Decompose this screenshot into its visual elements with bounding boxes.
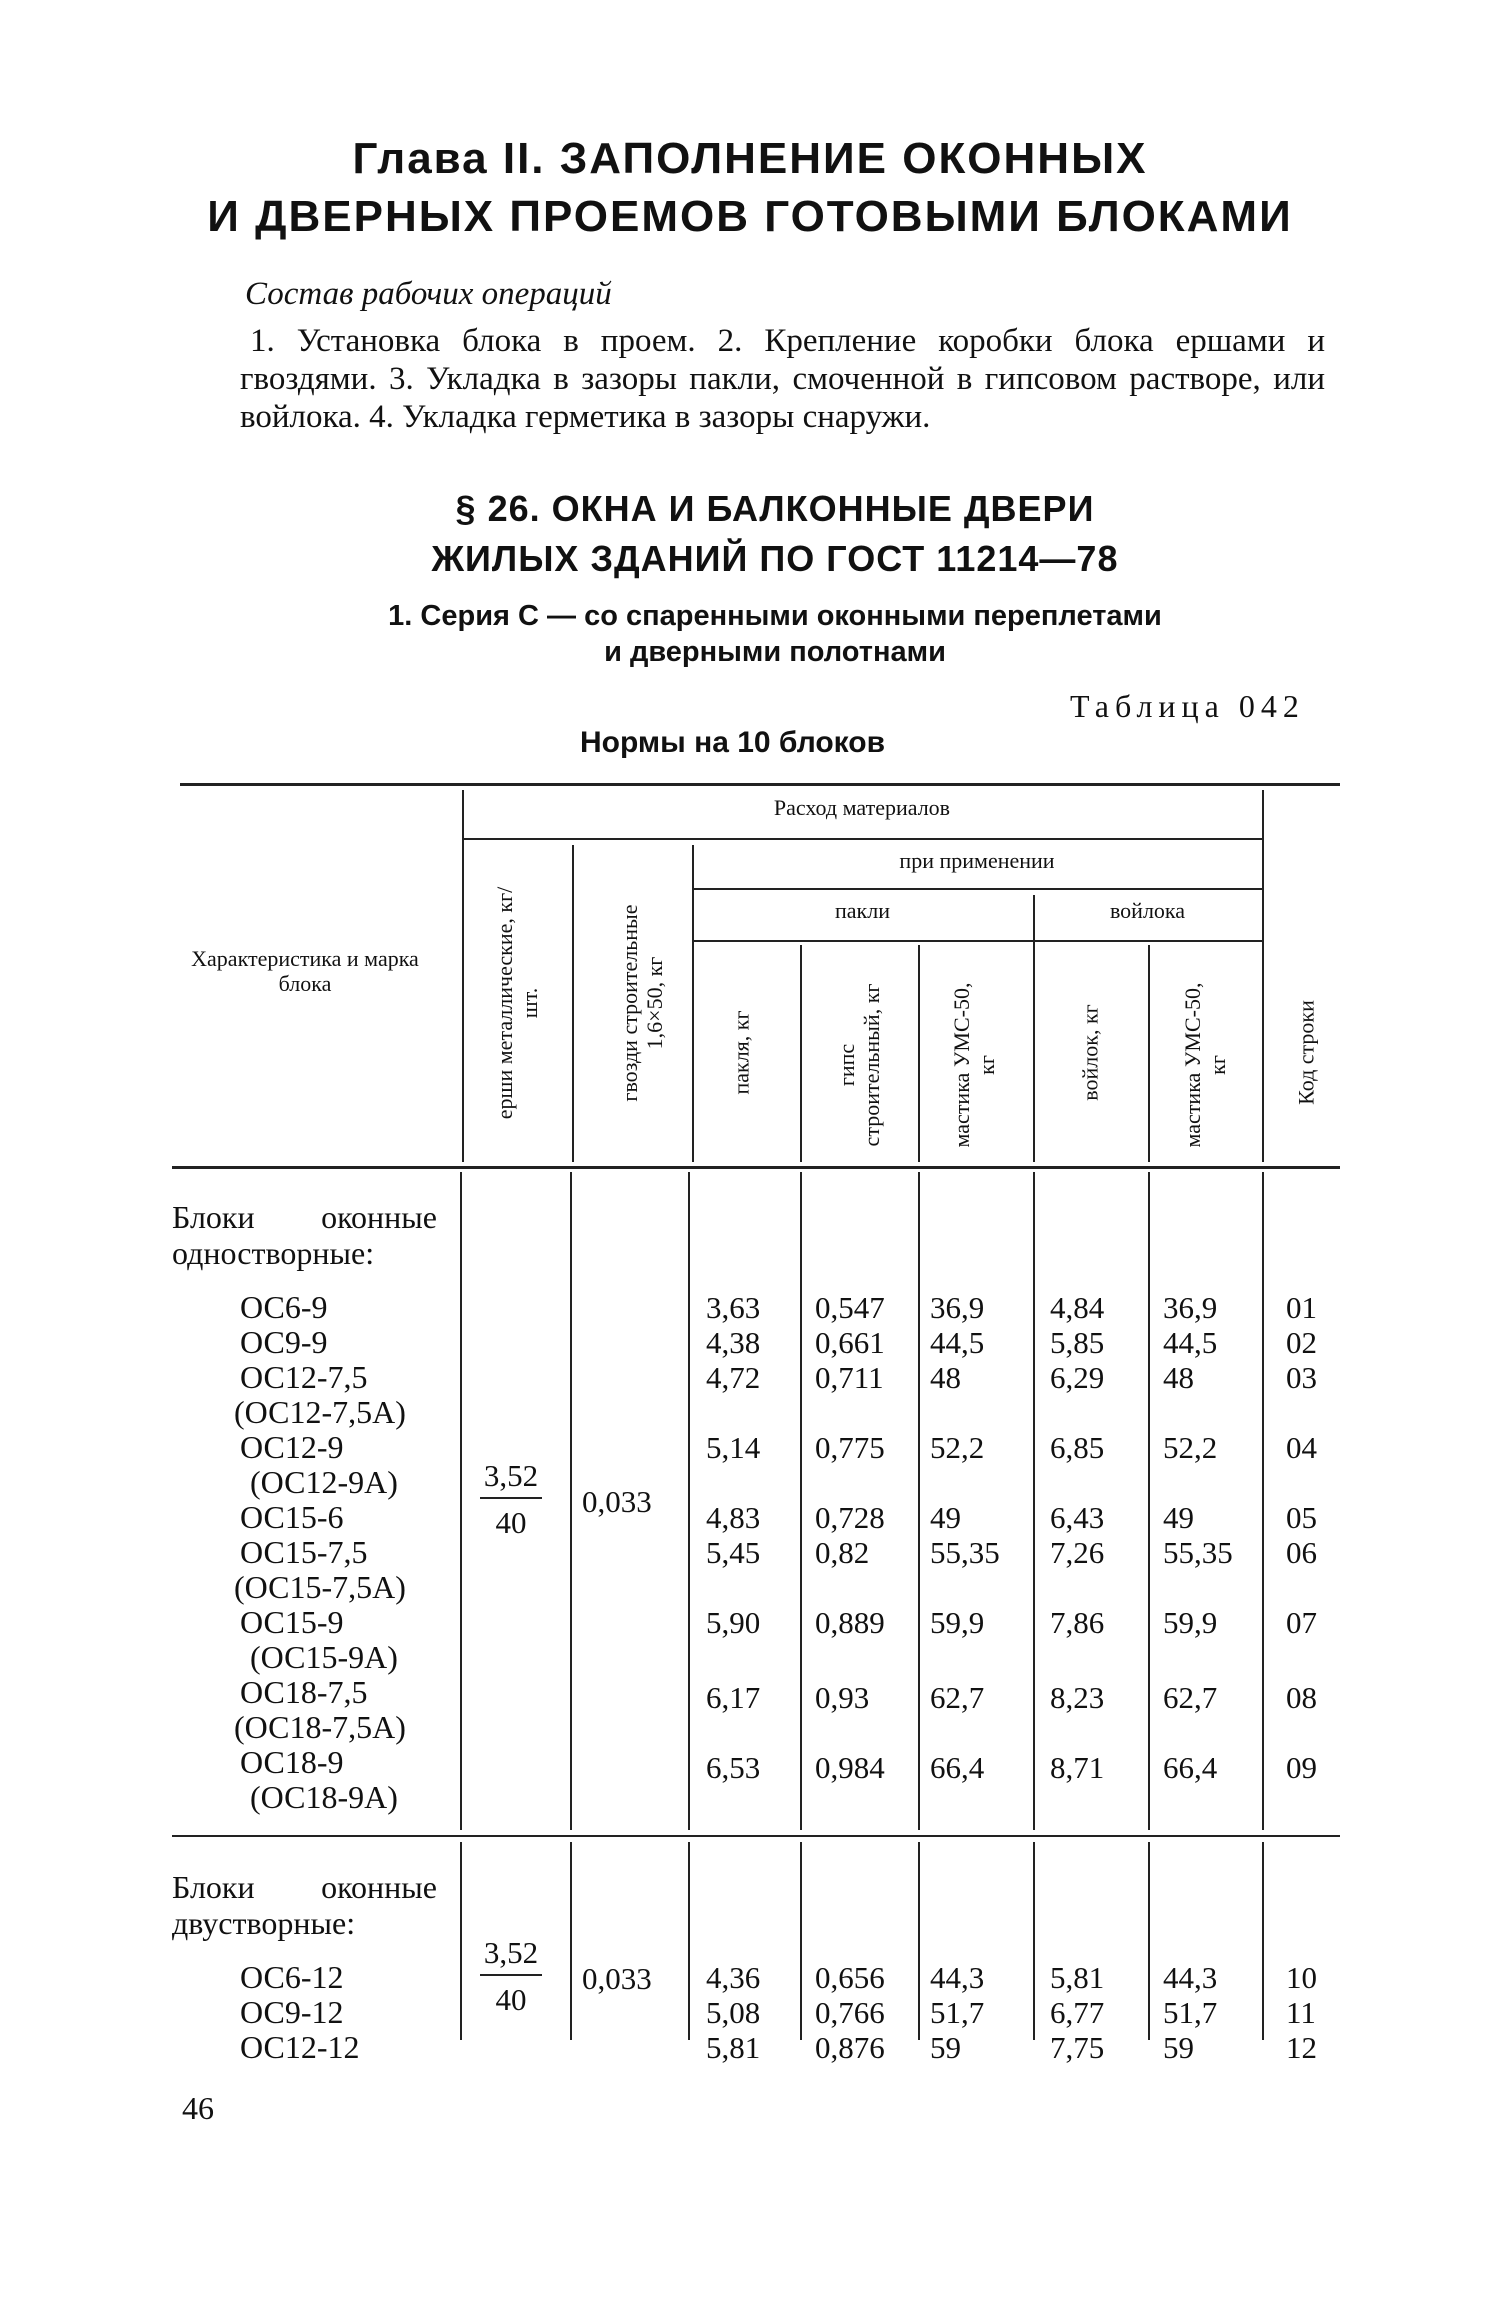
header-col-rule xyxy=(1033,895,1035,1162)
series-title-line2: и дверными полотнами xyxy=(604,636,946,668)
groups-rule xyxy=(692,940,1262,942)
group1-cell-code: 01 xyxy=(1286,1290,1317,1325)
group1-block-mark: ОС15-6 xyxy=(240,1499,344,1535)
group2-cell-mastic-voilok: 44,3 xyxy=(1163,1960,1218,1995)
group1-block-mark: ОС15-9 xyxy=(240,1604,344,1640)
group1-cell-mastic-pakli: 66,4 xyxy=(930,1750,985,1785)
group1-cell-pakli-kg: 4,38 xyxy=(706,1325,761,1360)
group1-cell-code: 08 xyxy=(1286,1680,1317,1715)
group2-title-line1: Блоки оконные xyxy=(172,1869,437,1905)
body-col-rule xyxy=(688,1842,690,2040)
group2-cell-code: 11 xyxy=(1286,1995,1316,2030)
page-number: 46 xyxy=(182,2090,214,2126)
norms-caption: Нормы на 10 блоков xyxy=(580,726,886,759)
group2-cell-mastic-voilok: 51,7 xyxy=(1163,1995,1218,2030)
group1-block-mark: ОС15-7,5 xyxy=(240,1534,368,1570)
group2-title-line2: двустворные: xyxy=(172,1905,356,1941)
header-nails: гвозди строительные 1,6×50, кг xyxy=(617,904,667,1102)
group1-cell-voilok-kg: 6,85 xyxy=(1050,1430,1105,1465)
body-col-rule xyxy=(1148,1842,1150,2040)
body-col-rule xyxy=(1262,1842,1264,2040)
group1-cell-code: 02 xyxy=(1286,1325,1317,1360)
operations-heading: Состав рабочих операций xyxy=(245,276,612,312)
group1-cell-gips: 0,775 xyxy=(815,1430,885,1465)
chapter-title-line2: И ДВЕРНЫХ ПРОЕМОВ ГОТОВЫМИ БЛОКАМИ xyxy=(207,192,1293,241)
group1-cell-code: 03 xyxy=(1286,1360,1317,1395)
group2-block-mark: ОС12-12 xyxy=(240,2029,360,2065)
header-gips: гипс строительный, кг xyxy=(834,983,884,1147)
header-materials: Расход материалов xyxy=(773,795,951,820)
group1-block-mark: ОС6-9 xyxy=(240,1289,328,1325)
group1-block-mark: ОС18-7,5 xyxy=(240,1674,368,1710)
header-characteristic: Характеристика и марка блока xyxy=(191,946,419,996)
group1-cell-pakli-kg: 5,90 xyxy=(706,1605,761,1640)
series-title xyxy=(250,598,1300,670)
group1-block-mark: (ОС18-9А) xyxy=(250,1779,398,1815)
body-col-rule xyxy=(800,1172,802,1830)
section-title-line1: § 26. ОКНА И БАЛКОННЫЕ ДВЕРИ xyxy=(455,488,1095,529)
group2-cell-code: 10 xyxy=(1286,1960,1317,1995)
group1-cell-mastic-pakli: 49 xyxy=(930,1500,961,1535)
group1-cell-mastic-voilok: 49 xyxy=(1163,1500,1194,1535)
group-separator-rule xyxy=(172,1835,1340,1837)
group2-block-mark: ОС9-12 xyxy=(240,1994,344,2030)
group1-title-line1: Блоки оконные xyxy=(172,1199,437,1235)
group1-cell-mastic-pakli: 48 xyxy=(930,1360,961,1395)
group1-cell-voilok-kg: 7,26 xyxy=(1050,1535,1105,1570)
header-code: Код строки xyxy=(1293,1000,1319,1105)
group1-cell-mastic-voilok: 59,9 xyxy=(1163,1605,1218,1640)
fraction-bar xyxy=(480,1974,542,1976)
group2-cell-gips: 0,766 xyxy=(815,1995,885,2030)
body-col-rule xyxy=(1033,1842,1035,2040)
body-col-rule xyxy=(460,1842,462,2040)
group1-cell-gips: 0,661 xyxy=(815,1325,885,1360)
chapter-title xyxy=(150,130,1350,246)
header-col-rule xyxy=(1262,790,1264,1162)
header-mastic1: мастика УМС-50, кг xyxy=(949,982,999,1148)
group1-cell-gips: 0,93 xyxy=(815,1680,870,1715)
header-bottom-rule xyxy=(172,1166,1340,1169)
materials-rule xyxy=(462,838,1262,840)
header-col-rule xyxy=(800,945,802,1162)
body-col-rule xyxy=(1262,1172,1264,1830)
group1-cell-gips: 0,711 xyxy=(815,1360,884,1395)
group2-cell-code: 12 xyxy=(1286,2030,1317,2065)
body-col-rule xyxy=(918,1172,920,1830)
group1-cell-pakli-kg: 3,63 xyxy=(706,1290,761,1325)
group1-cell-pakli-kg: 5,14 xyxy=(706,1430,761,1465)
group1-cell-mastic-voilok: 62,7 xyxy=(1163,1680,1218,1715)
header-col-rule xyxy=(918,945,920,1162)
group1-block-mark: (ОС18-7,5А) xyxy=(234,1709,406,1745)
header-ershi: ерши металлические, кг/шт. xyxy=(492,886,542,1120)
group1-cell-code: 09 xyxy=(1286,1750,1317,1785)
group1-cell-pakli-kg: 4,83 xyxy=(706,1500,761,1535)
header-voilok-kg: войлок, кг xyxy=(1077,1004,1103,1101)
group1-block-mark: ОС18-9 xyxy=(240,1744,344,1780)
header-mastic2: мастика УМС-50, кг xyxy=(1180,982,1230,1148)
group1-block-mark: ОС9-9 xyxy=(240,1324,328,1360)
group1-cell-mastic-pakli: 55,35 xyxy=(930,1535,1000,1570)
group1-cell-gips: 0,82 xyxy=(815,1535,870,1570)
group2-cell-voilok-kg: 6,77 xyxy=(1050,1995,1105,2030)
body-col-rule xyxy=(570,1842,572,2040)
group1-block-mark: ОС12-7,5 xyxy=(240,1359,368,1395)
header-pakli-group: пакли xyxy=(835,898,890,923)
group1-cell-mastic-voilok: 52,2 xyxy=(1163,1430,1218,1465)
body-col-rule xyxy=(1033,1172,1035,1830)
group1-cell-mastic-pakli: 44,5 xyxy=(930,1325,985,1360)
group2-block-mark: ОС6-12 xyxy=(240,1959,344,1995)
group2-cell-mastic-pakli: 44,3 xyxy=(930,1960,985,1995)
group2-cell-pakli-kg: 4,36 xyxy=(706,1960,761,1995)
group1-cell-mastic-pakli: 52,2 xyxy=(930,1430,985,1465)
group1-title-line2: одностворные: xyxy=(172,1235,375,1271)
group1-cell-mastic-voilok: 55,35 xyxy=(1163,1535,1233,1570)
applying-rule xyxy=(692,888,1262,890)
group1-cell-mastic-pakli: 36,9 xyxy=(930,1290,985,1325)
group1-cell-gips: 0,728 xyxy=(815,1500,885,1535)
group1-ershi-fraction xyxy=(476,1458,546,1540)
group2-cell-voilok-kg: 5,81 xyxy=(1050,1960,1105,1995)
header-col-rule xyxy=(572,845,574,1162)
group1-cell-voilok-kg: 6,29 xyxy=(1050,1360,1105,1395)
group1-block-mark: (ОС15-9А) xyxy=(250,1639,398,1675)
group1-cell-pakli-kg: 5,45 xyxy=(706,1535,761,1570)
group2-cell-mastic-pakli: 51,7 xyxy=(930,1995,985,2030)
table-label: Таблица 042 xyxy=(1070,688,1305,724)
group1-cell-voilok-kg: 6,43 xyxy=(1050,1500,1105,1535)
group1-cell-voilok-kg: 8,23 xyxy=(1050,1680,1105,1715)
fraction-bar xyxy=(480,1497,542,1499)
group2-cell-pakli-kg: 5,08 xyxy=(706,1995,761,2030)
group1-cell-pakli-kg: 6,53 xyxy=(706,1750,761,1785)
group1-cell-voilok-kg: 5,85 xyxy=(1050,1325,1105,1360)
group1-cell-mastic-voilok: 48 xyxy=(1163,1360,1194,1395)
group1-cell-mastic-voilok: 66,4 xyxy=(1163,1750,1218,1785)
group1-cell-gips: 0,889 xyxy=(815,1605,885,1640)
header-col-rule xyxy=(1148,945,1150,1162)
group1-block-mark: ОС12-9 xyxy=(240,1429,344,1465)
group1-nails: 0,033 xyxy=(582,1484,652,1519)
body-col-rule xyxy=(1148,1172,1150,1830)
header-applying: при применении xyxy=(899,848,1055,873)
header-col-rule xyxy=(462,790,464,1162)
series-title-line1: 1. Серия С — со спаренными оконными переплетами xyxy=(388,600,1162,632)
group1-cell-code: 06 xyxy=(1286,1535,1317,1570)
group1-cell-voilok-kg: 7,86 xyxy=(1050,1605,1105,1640)
group1-cell-code: 07 xyxy=(1286,1605,1317,1640)
section-title xyxy=(250,484,1300,584)
header-pakli-kg: пакля, кг xyxy=(728,1010,754,1095)
group1-block-mark: (ОС12-9А) xyxy=(250,1464,398,1500)
group1-block-mark: (ОС12-7,5А) xyxy=(234,1394,406,1430)
group1-cell-voilok-kg: 8,71 xyxy=(1050,1750,1105,1785)
group1-block-mark: (ОС15-7,5А) xyxy=(234,1569,406,1605)
table-top-rule xyxy=(180,783,1340,786)
body-col-rule xyxy=(688,1172,690,1830)
operations-text: 1. Установка блока в проем. 2. Крепление коробки блока ершами и гвоздями. 3. Укладка в зазоры пакли, смоченной в гипсовом растворе, или войлока. 4. Укладка герметика в зазоры снаружи. xyxy=(240,323,1325,435)
group1-cell-voilok-kg: 4,84 xyxy=(1050,1290,1105,1325)
body-col-rule xyxy=(918,1842,920,2040)
section-title-line2: ЖИЛЫХ ЗДАНИЙ ПО ГОСТ 11214—78 xyxy=(431,538,1119,579)
group2-cell-gips: 0,876 xyxy=(815,2030,885,2065)
group2-nails: 0,033 xyxy=(582,1961,652,1996)
group1-cell-gips: 0,984 xyxy=(815,1750,885,1785)
group2-cell-mastic-voilok: 59 xyxy=(1163,2030,1194,2065)
group2-ershi-denominator: 40 xyxy=(495,1982,527,2017)
body-col-rule xyxy=(570,1172,572,1830)
group2-ershi-fraction xyxy=(476,1935,546,2017)
group2-cell-gips: 0,656 xyxy=(815,1960,885,1995)
group1-cell-code: 05 xyxy=(1286,1500,1317,1535)
group2-cell-pakli-kg: 5,81 xyxy=(706,2030,761,2065)
group1-cell-mastic-pakli: 59,9 xyxy=(930,1605,985,1640)
group1-cell-code: 04 xyxy=(1286,1430,1317,1465)
group1-ershi-numerator: 3,52 xyxy=(483,1458,539,1493)
group1-cell-mastic-voilok: 44,5 xyxy=(1163,1325,1218,1360)
header-voilok-group: войлока xyxy=(1109,898,1186,923)
group1-cell-pakli-kg: 6,17 xyxy=(706,1680,761,1715)
group1-cell-mastic-voilok: 36,9 xyxy=(1163,1290,1218,1325)
group1-cell-gips: 0,547 xyxy=(815,1290,885,1325)
body-col-rule xyxy=(460,1172,462,1830)
group1-ershi-denominator: 40 xyxy=(495,1505,527,1540)
group1-cell-pakli-kg: 4,72 xyxy=(706,1360,761,1395)
header-col-rule xyxy=(692,845,694,1162)
chapter-title-line1: Глава II. ЗАПОЛНЕНИЕ ОКОННЫХ xyxy=(352,134,1148,183)
group2-cell-mastic-pakli: 59 xyxy=(930,2030,961,2065)
group2-ershi-numerator: 3,52 xyxy=(483,1935,539,1970)
group2-cell-voilok-kg: 7,75 xyxy=(1050,2030,1105,2065)
group1-cell-mastic-pakli: 62,7 xyxy=(930,1680,985,1715)
body-col-rule xyxy=(800,1842,802,2040)
